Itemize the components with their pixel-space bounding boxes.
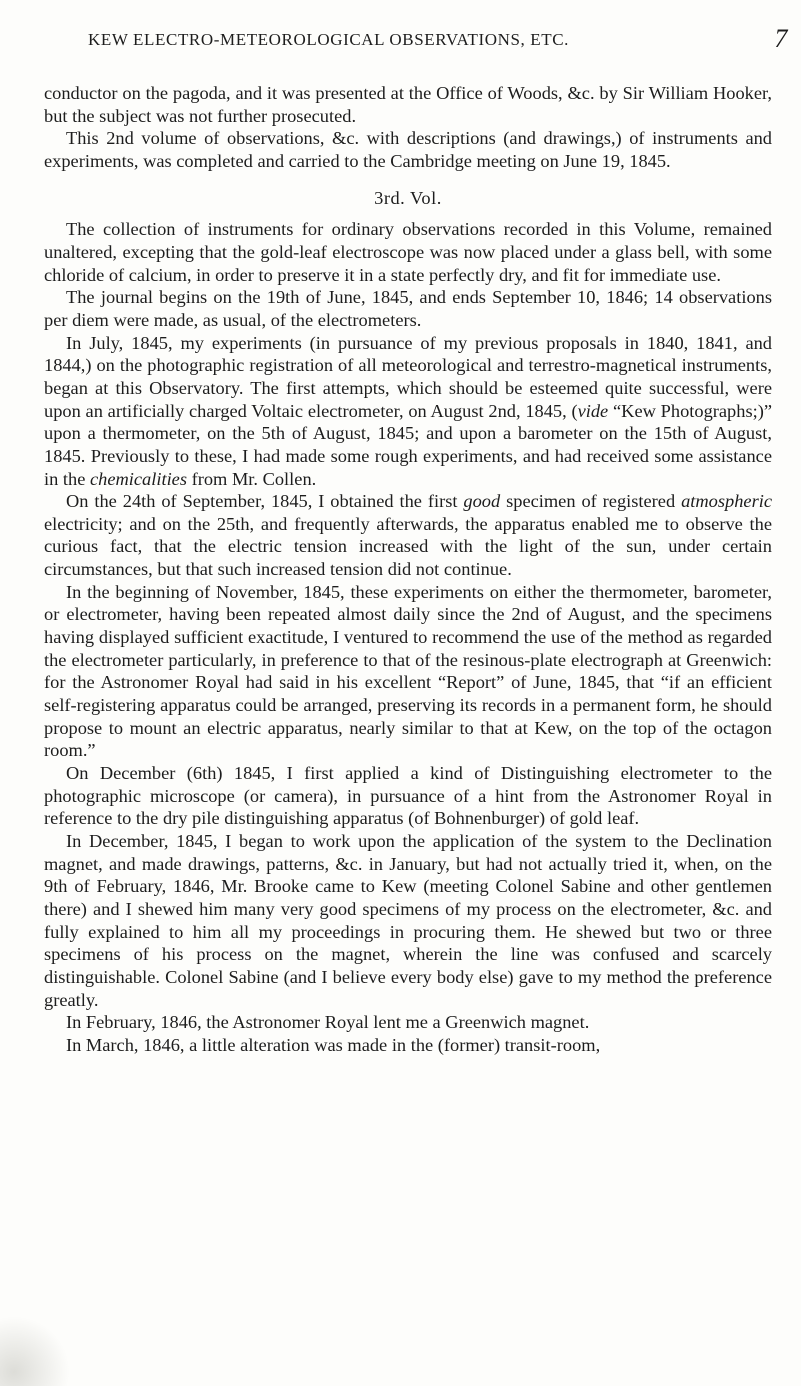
paragraph-3: The collection of instruments for ordinary observations recorded in this Volume, remained unaltered, excepting that the gold-leaf electroscope was now placed under a glass bell, with some chloride of calcium, in order to preserve it in a state perfectly dry, and fit for immediate use. <box>44 219 772 285</box>
paragraph-6-part-c: electricity; and on the 25th, and frequently afterwards, the apparatus enabled me to observe the curious fact, that the electric tension increased with the light of the sun, under certain circumstances, but that such increased tension did not continue. <box>44 513 772 580</box>
running-head-title: KEW ELECTRO-METEOROLOGICAL OBSERVATIONS, ETC. <box>88 30 570 49</box>
paragraph-10: In February, 1846, the Astronomer Royal lent me a Greenwich magnet. <box>66 1012 590 1033</box>
paragraph-6-part-a: On the 24th of September, 1845, I obtained the first <box>66 491 464 512</box>
page-stain <box>0 1316 70 1386</box>
vide-italic: vide <box>577 400 609 421</box>
paragraph-6-part-b: specimen of registered <box>500 491 682 512</box>
chemicalities-italic: chemicalities <box>89 468 187 489</box>
paragraph-2: This 2nd volume of observations, &c. with descriptions (and drawings,) of instruments and experiments, was completed and carried to the Cambridge meeting on June 19, 1845. <box>44 128 772 171</box>
paragraph-5 <box>44 332 772 491</box>
running-head <box>88 24 788 56</box>
paragraph-5-part-a: In July, 1845, my experiments (in pursuance of my previous proposals in 1840, 1841, and 1844,) on the photographic registration of all meteorological and terrestro-magnetical instruments, began at this Observatory. The first attempts, which should be esteemed quite successful, were upon an artificially charged Voltaic electrometer, on August 2nd, 1845, ( <box>44 332 772 421</box>
section-heading: 3rd. Vol. <box>374 187 442 208</box>
paragraph-9: In December, 1845, I began to work upon the application of the system to the Declination magnet, and made drawings, patterns, &c. in January, but had not actually tried it, when, on the 9th of February, 1846, Mr. Brooke came to Kew (meeting Colonel Sabine and other gentlemen there) and I shewed him many very good specimens of my process on the electrometer, &c. and fully explained to him all my proceedings in procuring them. He shewed but two or three specimens of his process on the magnet, wherein the line was confused and scarcely distinguishable. Colonel Sabine (and I believe every body else) gave to my method the preference greatly. <box>44 831 772 1010</box>
paragraph-4: The journal begins on the 19th of June, 1845, and ends September 10, 1846; 14 observations per diem were made, as usual, of the electrometers. <box>44 287 772 330</box>
paragraph-7: In the beginning of November, 1845, these experiments on either the thermometer, barometer, or electrometer, having been repeated almost daily since the 2nd of August, and the specimens having displayed sufficient exactitude, I ventured to recommend the use of the method as regarded the electrometer particularly, in preference to that of the resinous-plate electrograph at Greenwich: for the Astronomer Royal had said in his excellent “Report” of June, 1845, that “if an efficient self-registering apparatus could be arranged, preserving its records in a permanent form, he should propose to mount an electric apparatus, nearly similar to that at Kew, on the top of the octagon room.” <box>44 581 772 761</box>
atmospheric-italic: atmospheric <box>681 491 772 512</box>
paragraph-5-part-b: “Kew Photographs;)” upon a thermometer, on the 5th of August, 1845; and upon a barometer on the 15th of August, 1845. Previously to these, I had made some rough experiments, and had received some assistance in the <box>44 400 772 489</box>
good-italic: good <box>463 491 501 512</box>
paragraph-8: On December (6th) 1845, I first applied a kind of Distinguishing electrometer to the photographic microscope (or camera), in pursuance of a hint from the Astronomer Royal in reference to the dry pile distinguishing apparatus (of Bohnenburger) of gold leaf. <box>44 763 772 829</box>
paragraph-6 <box>44 490 772 581</box>
paragraph-11: In March, 1846, a little alteration was made in the (former) transit-room, <box>66 1034 601 1055</box>
paragraph-1: conductor on the pagoda, and it was presented at the Office of Woods, &c. by Sir William Hooker, but the subject was not further prosecuted. <box>44 83 772 126</box>
paragraph-5-part-c: from Mr. Collen. <box>187 468 317 489</box>
page-body <box>44 82 772 1057</box>
page-number: 7 <box>774 24 788 53</box>
